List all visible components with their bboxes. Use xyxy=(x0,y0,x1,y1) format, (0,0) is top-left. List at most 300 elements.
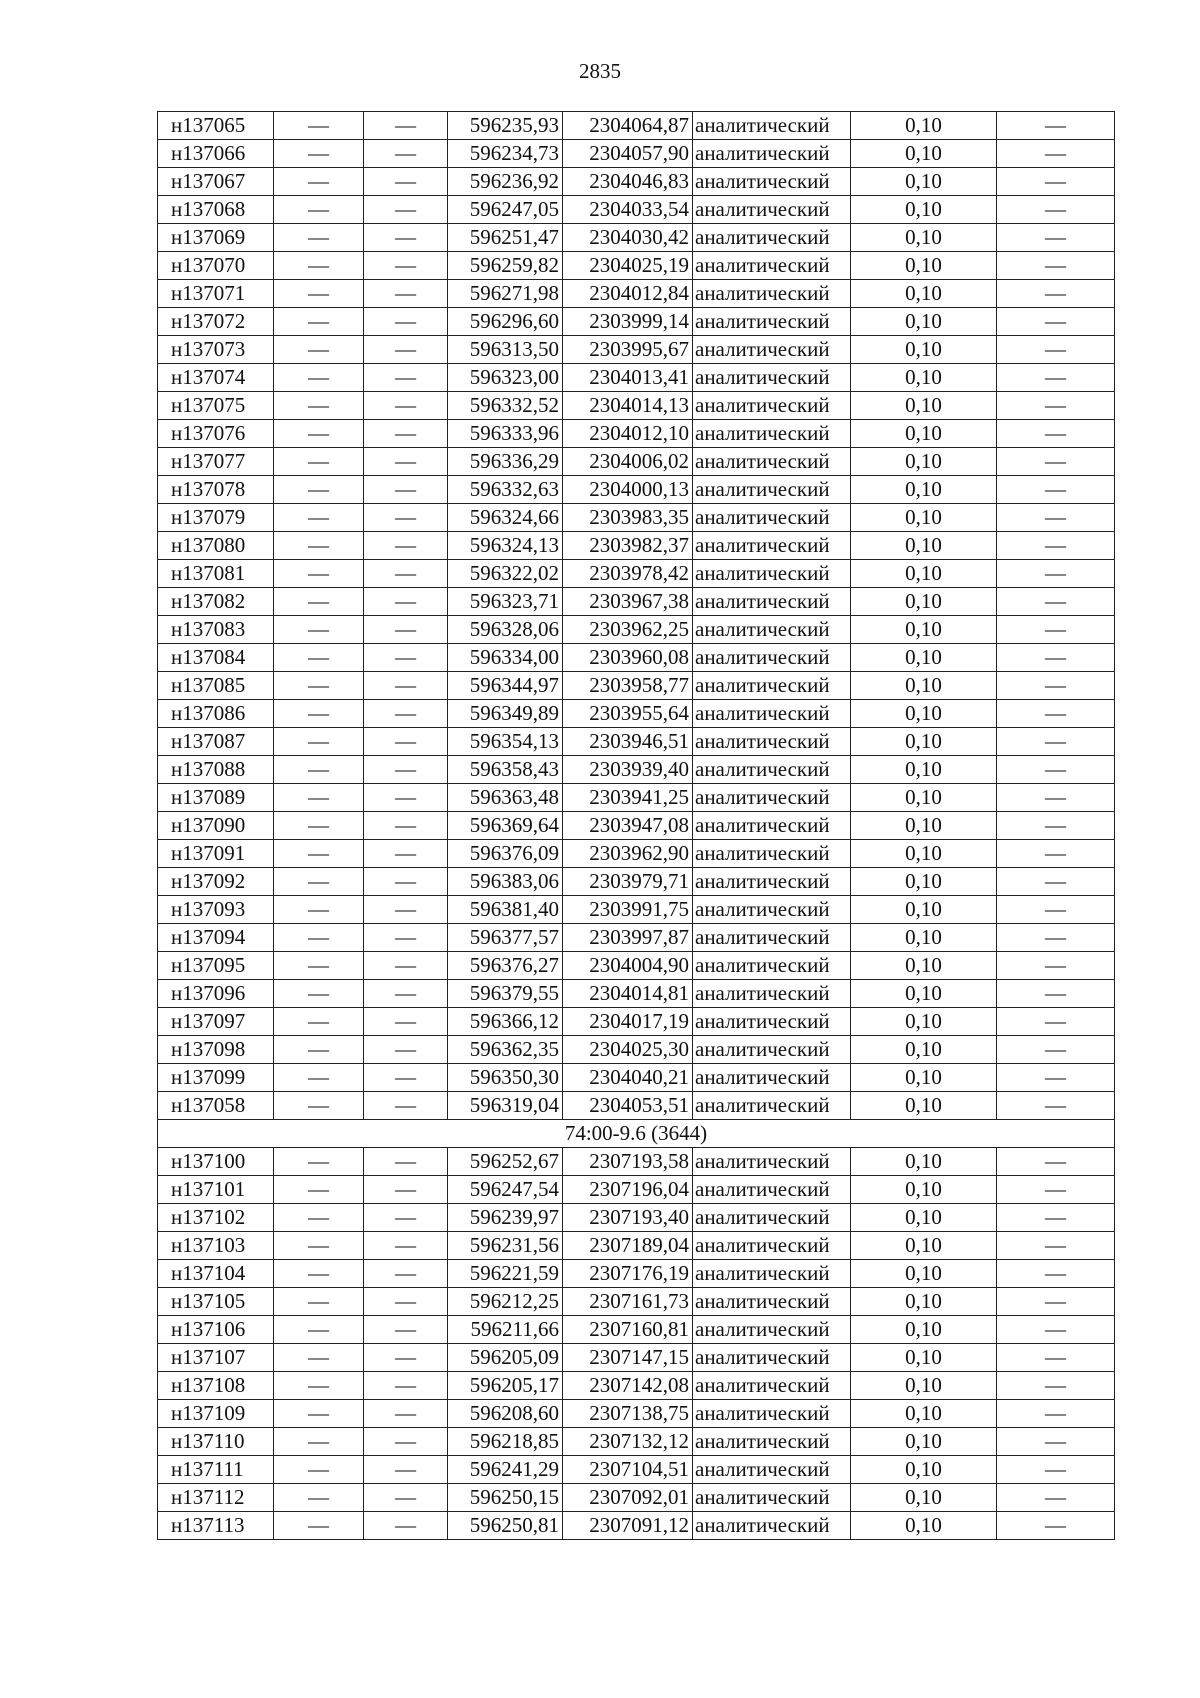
empty-dash-cell: — xyxy=(364,1092,448,1120)
empty-dash-cell: — xyxy=(274,1204,364,1232)
empty-dash-cell: — xyxy=(364,644,448,672)
empty-dash-cell: — xyxy=(364,196,448,224)
empty-dash-cell: — xyxy=(274,896,364,924)
method-cell: аналитический xyxy=(693,700,851,728)
y-coordinate-cell: 2303958,77 xyxy=(563,672,693,700)
empty-dash-cell: — xyxy=(364,756,448,784)
empty-dash-cell: — xyxy=(364,700,448,728)
method-cell: аналитический xyxy=(693,1176,851,1204)
table-row xyxy=(158,1288,1115,1316)
y-coordinate-cell: 2304014,81 xyxy=(563,980,693,1008)
x-coordinate-cell: 596354,13 xyxy=(448,728,563,756)
empty-dash-cell: — xyxy=(274,308,364,336)
x-coordinate-cell: 596363,48 xyxy=(448,784,563,812)
table-row xyxy=(158,448,1115,476)
section-row xyxy=(158,1120,1115,1148)
method-cell: аналитический xyxy=(693,140,851,168)
empty-dash-cell: — xyxy=(997,1428,1115,1456)
accuracy-cell: 0,10 xyxy=(851,476,997,504)
table-row xyxy=(158,700,1115,728)
point-name-cell: н137100 xyxy=(158,1148,274,1176)
empty-dash-cell: — xyxy=(997,112,1115,140)
empty-dash-cell: — xyxy=(364,616,448,644)
empty-dash-cell: — xyxy=(364,1428,448,1456)
y-coordinate-cell: 2303946,51 xyxy=(563,728,693,756)
method-cell: аналитический xyxy=(693,1484,851,1512)
empty-dash-cell: — xyxy=(364,1148,448,1176)
empty-dash-cell: — xyxy=(364,1176,448,1204)
empty-dash-cell: — xyxy=(364,168,448,196)
table-row xyxy=(158,112,1115,140)
point-name-cell: н137075 xyxy=(158,392,274,420)
empty-dash-cell: — xyxy=(274,588,364,616)
empty-dash-cell: — xyxy=(997,1204,1115,1232)
table-row xyxy=(158,252,1115,280)
accuracy-cell: 0,10 xyxy=(851,672,997,700)
empty-dash-cell: — xyxy=(274,196,364,224)
empty-dash-cell: — xyxy=(997,952,1115,980)
y-coordinate-cell: 2303995,67 xyxy=(563,336,693,364)
x-coordinate-cell: 596377,57 xyxy=(448,924,563,952)
empty-dash-cell: — xyxy=(364,952,448,980)
x-coordinate-cell: 596250,81 xyxy=(448,1512,563,1540)
table-row xyxy=(158,1456,1115,1484)
empty-dash-cell: — xyxy=(364,280,448,308)
accuracy-cell: 0,10 xyxy=(851,868,997,896)
empty-dash-cell: — xyxy=(364,112,448,140)
x-coordinate-cell: 596251,47 xyxy=(448,224,563,252)
y-coordinate-cell: 2307092,01 xyxy=(563,1484,693,1512)
point-name-cell: н137099 xyxy=(158,1064,274,1092)
point-name-cell: н137106 xyxy=(158,1316,274,1344)
accuracy-cell: 0,10 xyxy=(851,280,997,308)
table-row xyxy=(158,1064,1115,1092)
table-row xyxy=(158,476,1115,504)
point-name-cell: н137085 xyxy=(158,672,274,700)
empty-dash-cell: — xyxy=(997,1316,1115,1344)
empty-dash-cell: — xyxy=(997,1512,1115,1540)
accuracy-cell: 0,10 xyxy=(851,112,997,140)
accuracy-cell: 0,10 xyxy=(851,784,997,812)
empty-dash-cell: — xyxy=(364,140,448,168)
empty-dash-cell: — xyxy=(274,840,364,868)
y-coordinate-cell: 2303941,25 xyxy=(563,784,693,812)
empty-dash-cell: — xyxy=(997,1456,1115,1484)
x-coordinate-cell: 596376,09 xyxy=(448,840,563,868)
empty-dash-cell: — xyxy=(997,840,1115,868)
table-row xyxy=(158,1260,1115,1288)
table-row xyxy=(158,1148,1115,1176)
y-coordinate-cell: 2304013,41 xyxy=(563,364,693,392)
y-coordinate-cell: 2307091,12 xyxy=(563,1512,693,1540)
x-coordinate-cell: 596234,73 xyxy=(448,140,563,168)
table-row xyxy=(158,1344,1115,1372)
y-coordinate-cell: 2307132,12 xyxy=(563,1428,693,1456)
x-coordinate-cell: 596336,29 xyxy=(448,448,563,476)
y-coordinate-cell: 2303962,90 xyxy=(563,840,693,868)
x-coordinate-cell: 596358,43 xyxy=(448,756,563,784)
point-name-cell: н137102 xyxy=(158,1204,274,1232)
empty-dash-cell: — xyxy=(997,868,1115,896)
empty-dash-cell: — xyxy=(364,308,448,336)
table-row xyxy=(158,588,1115,616)
accuracy-cell: 0,10 xyxy=(851,644,997,672)
method-cell: аналитический xyxy=(693,252,851,280)
method-cell: аналитический xyxy=(693,392,851,420)
empty-dash-cell: — xyxy=(364,1400,448,1428)
point-name-cell: н137094 xyxy=(158,924,274,952)
x-coordinate-cell: 596349,89 xyxy=(448,700,563,728)
table-row xyxy=(158,364,1115,392)
point-name-cell: н137083 xyxy=(158,616,274,644)
table-row xyxy=(158,196,1115,224)
x-coordinate-cell: 596324,13 xyxy=(448,532,563,560)
x-coordinate-cell: 596218,85 xyxy=(448,1428,563,1456)
point-name-cell: н137112 xyxy=(158,1484,274,1512)
accuracy-cell: 0,10 xyxy=(851,168,997,196)
empty-dash-cell: — xyxy=(274,1176,364,1204)
empty-dash-cell: — xyxy=(274,532,364,560)
table-row xyxy=(158,140,1115,168)
empty-dash-cell: — xyxy=(274,924,364,952)
accuracy-cell: 0,10 xyxy=(851,1036,997,1064)
point-name-cell: н137086 xyxy=(158,700,274,728)
empty-dash-cell: — xyxy=(274,364,364,392)
accuracy-cell: 0,10 xyxy=(851,224,997,252)
empty-dash-cell: — xyxy=(997,784,1115,812)
x-coordinate-cell: 596324,66 xyxy=(448,504,563,532)
empty-dash-cell: — xyxy=(274,952,364,980)
y-coordinate-cell: 2304014,13 xyxy=(563,392,693,420)
accuracy-cell: 0,10 xyxy=(851,308,997,336)
y-coordinate-cell: 2303962,25 xyxy=(563,616,693,644)
empty-dash-cell: — xyxy=(274,112,364,140)
empty-dash-cell: — xyxy=(364,1204,448,1232)
method-cell: аналитический xyxy=(693,1204,851,1232)
point-name-cell: н137093 xyxy=(158,896,274,924)
method-cell: аналитический xyxy=(693,952,851,980)
method-cell: аналитический xyxy=(693,1316,851,1344)
method-cell: аналитический xyxy=(693,1008,851,1036)
empty-dash-cell: — xyxy=(997,448,1115,476)
y-coordinate-cell: 2304033,54 xyxy=(563,196,693,224)
x-coordinate-cell: 596250,15 xyxy=(448,1484,563,1512)
empty-dash-cell: — xyxy=(364,1064,448,1092)
accuracy-cell: 0,10 xyxy=(851,1372,997,1400)
section-header: 74:00-9.6 (3644) xyxy=(158,1120,1115,1148)
method-cell: аналитический xyxy=(693,1428,851,1456)
empty-dash-cell: — xyxy=(997,224,1115,252)
point-name-cell: н137103 xyxy=(158,1232,274,1260)
table-row xyxy=(158,868,1115,896)
x-coordinate-cell: 596383,06 xyxy=(448,868,563,896)
y-coordinate-cell: 2303947,08 xyxy=(563,812,693,840)
empty-dash-cell: — xyxy=(997,1288,1115,1316)
accuracy-cell: 0,10 xyxy=(851,140,997,168)
x-coordinate-cell: 596208,60 xyxy=(448,1400,563,1428)
empty-dash-cell: — xyxy=(364,1456,448,1484)
empty-dash-cell: — xyxy=(997,1092,1115,1120)
y-coordinate-cell: 2307160,81 xyxy=(563,1316,693,1344)
accuracy-cell: 0,10 xyxy=(851,1288,997,1316)
empty-dash-cell: — xyxy=(274,1064,364,1092)
method-cell: аналитический xyxy=(693,364,851,392)
table-row xyxy=(158,224,1115,252)
accuracy-cell: 0,10 xyxy=(851,896,997,924)
empty-dash-cell: — xyxy=(997,308,1115,336)
x-coordinate-cell: 596259,82 xyxy=(448,252,563,280)
empty-dash-cell: — xyxy=(364,1512,448,1540)
point-name-cell: н137079 xyxy=(158,504,274,532)
table-row xyxy=(158,1092,1115,1120)
x-coordinate-cell: 596239,97 xyxy=(448,1204,563,1232)
accuracy-cell: 0,10 xyxy=(851,924,997,952)
empty-dash-cell: — xyxy=(274,1344,364,1372)
method-cell: аналитический xyxy=(693,672,851,700)
empty-dash-cell: — xyxy=(274,224,364,252)
empty-dash-cell: — xyxy=(364,364,448,392)
y-coordinate-cell: 2303991,75 xyxy=(563,896,693,924)
coordinates-table xyxy=(157,111,1115,1540)
method-cell: аналитический xyxy=(693,924,851,952)
empty-dash-cell: — xyxy=(274,336,364,364)
method-cell: аналитический xyxy=(693,1400,851,1428)
empty-dash-cell: — xyxy=(274,168,364,196)
empty-dash-cell: — xyxy=(364,560,448,588)
empty-dash-cell: — xyxy=(997,1484,1115,1512)
method-cell: аналитический xyxy=(693,336,851,364)
empty-dash-cell: — xyxy=(997,644,1115,672)
accuracy-cell: 0,10 xyxy=(851,392,997,420)
empty-dash-cell: — xyxy=(364,420,448,448)
method-cell: аналитический xyxy=(693,224,851,252)
empty-dash-cell: — xyxy=(274,672,364,700)
x-coordinate-cell: 596296,60 xyxy=(448,308,563,336)
empty-dash-cell: — xyxy=(364,924,448,952)
method-cell: аналитический xyxy=(693,168,851,196)
empty-dash-cell: — xyxy=(997,616,1115,644)
table-row xyxy=(158,644,1115,672)
point-name-cell: н137081 xyxy=(158,560,274,588)
accuracy-cell: 0,10 xyxy=(851,1204,997,1232)
table-row xyxy=(158,756,1115,784)
x-coordinate-cell: 596236,92 xyxy=(448,168,563,196)
empty-dash-cell: — xyxy=(274,980,364,1008)
empty-dash-cell: — xyxy=(274,252,364,280)
point-name-cell: н137092 xyxy=(158,868,274,896)
accuracy-cell: 0,10 xyxy=(851,616,997,644)
empty-dash-cell: — xyxy=(364,392,448,420)
empty-dash-cell: — xyxy=(997,1008,1115,1036)
accuracy-cell: 0,10 xyxy=(851,448,997,476)
empty-dash-cell: — xyxy=(997,1232,1115,1260)
empty-dash-cell: — xyxy=(364,812,448,840)
table-row xyxy=(158,504,1115,532)
x-coordinate-cell: 596247,05 xyxy=(448,196,563,224)
accuracy-cell: 0,10 xyxy=(851,1316,997,1344)
table-row xyxy=(158,952,1115,980)
accuracy-cell: 0,10 xyxy=(851,560,997,588)
empty-dash-cell: — xyxy=(274,1456,364,1484)
table-row xyxy=(158,532,1115,560)
empty-dash-cell: — xyxy=(364,1288,448,1316)
empty-dash-cell: — xyxy=(364,1036,448,1064)
empty-dash-cell: — xyxy=(997,252,1115,280)
x-coordinate-cell: 596362,35 xyxy=(448,1036,563,1064)
empty-dash-cell: — xyxy=(274,1260,364,1288)
accuracy-cell: 0,10 xyxy=(851,252,997,280)
y-coordinate-cell: 2304040,21 xyxy=(563,1064,693,1092)
y-coordinate-cell: 2303999,14 xyxy=(563,308,693,336)
empty-dash-cell: — xyxy=(364,224,448,252)
y-coordinate-cell: 2304006,02 xyxy=(563,448,693,476)
x-coordinate-cell: 596333,96 xyxy=(448,420,563,448)
empty-dash-cell: — xyxy=(274,420,364,448)
y-coordinate-cell: 2303967,38 xyxy=(563,588,693,616)
empty-dash-cell: — xyxy=(997,140,1115,168)
point-name-cell: н137084 xyxy=(158,644,274,672)
page-number: 2835 xyxy=(579,59,621,83)
empty-dash-cell: — xyxy=(364,1484,448,1512)
accuracy-cell: 0,10 xyxy=(851,1400,997,1428)
point-name-cell: н137097 xyxy=(158,1008,274,1036)
empty-dash-cell: — xyxy=(364,504,448,532)
point-name-cell: н137110 xyxy=(158,1428,274,1456)
x-coordinate-cell: 596319,04 xyxy=(448,1092,563,1120)
empty-dash-cell: — xyxy=(364,1232,448,1260)
point-name-cell: н137098 xyxy=(158,1036,274,1064)
point-name-cell: н137089 xyxy=(158,784,274,812)
empty-dash-cell: — xyxy=(274,1484,364,1512)
table-row xyxy=(158,840,1115,868)
point-name-cell: н137058 xyxy=(158,1092,274,1120)
empty-dash-cell: — xyxy=(364,448,448,476)
point-name-cell: н137068 xyxy=(158,196,274,224)
empty-dash-cell: — xyxy=(364,532,448,560)
accuracy-cell: 0,10 xyxy=(851,812,997,840)
x-coordinate-cell: 596205,17 xyxy=(448,1372,563,1400)
table-row xyxy=(158,672,1115,700)
empty-dash-cell: — xyxy=(997,1148,1115,1176)
method-cell: аналитический xyxy=(693,980,851,1008)
accuracy-cell: 0,10 xyxy=(851,532,997,560)
accuracy-cell: 0,10 xyxy=(851,1064,997,1092)
point-name-cell: н137076 xyxy=(158,420,274,448)
method-cell: аналитический xyxy=(693,868,851,896)
point-name-cell: н137095 xyxy=(158,952,274,980)
table-row xyxy=(158,1232,1115,1260)
method-cell: аналитический xyxy=(693,196,851,224)
y-coordinate-cell: 2307161,73 xyxy=(563,1288,693,1316)
point-name-cell: н137111 xyxy=(158,1456,274,1484)
x-coordinate-cell: 596366,12 xyxy=(448,1008,563,1036)
table-row xyxy=(158,1484,1115,1512)
x-coordinate-cell: 596247,54 xyxy=(448,1176,563,1204)
method-cell: аналитический xyxy=(693,532,851,560)
empty-dash-cell: — xyxy=(997,168,1115,196)
empty-dash-cell: — xyxy=(997,672,1115,700)
y-coordinate-cell: 2304064,87 xyxy=(563,112,693,140)
empty-dash-cell: — xyxy=(364,868,448,896)
accuracy-cell: 0,10 xyxy=(851,504,997,532)
method-cell: аналитический xyxy=(693,1232,851,1260)
table-row xyxy=(158,896,1115,924)
accuracy-cell: 0,10 xyxy=(851,1428,997,1456)
method-cell: аналитический xyxy=(693,112,851,140)
accuracy-cell: 0,10 xyxy=(851,952,997,980)
empty-dash-cell: — xyxy=(274,784,364,812)
y-coordinate-cell: 2304030,42 xyxy=(563,224,693,252)
empty-dash-cell: — xyxy=(274,140,364,168)
method-cell: аналитический xyxy=(693,1344,851,1372)
accuracy-cell: 0,10 xyxy=(851,1008,997,1036)
point-name-cell: н137108 xyxy=(158,1372,274,1400)
x-coordinate-cell: 596241,29 xyxy=(448,1456,563,1484)
empty-dash-cell: — xyxy=(364,1372,448,1400)
coordinates-table-body xyxy=(158,112,1115,1540)
empty-dash-cell: — xyxy=(274,1036,364,1064)
method-cell: аналитический xyxy=(693,812,851,840)
point-name-cell: н137080 xyxy=(158,532,274,560)
x-coordinate-cell: 596313,50 xyxy=(448,336,563,364)
empty-dash-cell: — xyxy=(274,868,364,896)
y-coordinate-cell: 2304017,19 xyxy=(563,1008,693,1036)
x-coordinate-cell: 596332,52 xyxy=(448,392,563,420)
table-row xyxy=(158,1428,1115,1456)
table-row xyxy=(158,1316,1115,1344)
point-name-cell: н137105 xyxy=(158,1288,274,1316)
empty-dash-cell: — xyxy=(997,532,1115,560)
y-coordinate-cell: 2303983,35 xyxy=(563,504,693,532)
method-cell: аналитический xyxy=(693,476,851,504)
y-coordinate-cell: 2307189,04 xyxy=(563,1232,693,1260)
point-name-cell: н137101 xyxy=(158,1176,274,1204)
y-coordinate-cell: 2307176,19 xyxy=(563,1260,693,1288)
x-coordinate-cell: 596323,00 xyxy=(448,364,563,392)
table-row xyxy=(158,728,1115,756)
empty-dash-cell: — xyxy=(274,448,364,476)
empty-dash-cell: — xyxy=(274,1400,364,1428)
y-coordinate-cell: 2303982,37 xyxy=(563,532,693,560)
y-coordinate-cell: 2303979,71 xyxy=(563,868,693,896)
table-row xyxy=(158,1204,1115,1232)
empty-dash-cell: — xyxy=(997,392,1115,420)
y-coordinate-cell: 2307193,58 xyxy=(563,1148,693,1176)
point-name-cell: н137074 xyxy=(158,364,274,392)
table-row xyxy=(158,1036,1115,1064)
empty-dash-cell: — xyxy=(274,280,364,308)
empty-dash-cell: — xyxy=(997,476,1115,504)
table-row xyxy=(158,1176,1115,1204)
table-row xyxy=(158,1512,1115,1540)
empty-dash-cell: — xyxy=(274,700,364,728)
x-coordinate-cell: 596332,63 xyxy=(448,476,563,504)
empty-dash-cell: — xyxy=(997,420,1115,448)
x-coordinate-cell: 596376,27 xyxy=(448,952,563,980)
method-cell: аналитический xyxy=(693,728,851,756)
method-cell: аналитический xyxy=(693,1456,851,1484)
empty-dash-cell: — xyxy=(364,1316,448,1344)
empty-dash-cell: — xyxy=(997,700,1115,728)
empty-dash-cell: — xyxy=(274,392,364,420)
y-coordinate-cell: 2303978,42 xyxy=(563,560,693,588)
empty-dash-cell: — xyxy=(997,588,1115,616)
point-name-cell: н137078 xyxy=(158,476,274,504)
empty-dash-cell: — xyxy=(364,1008,448,1036)
accuracy-cell: 0,10 xyxy=(851,700,997,728)
y-coordinate-cell: 2307138,75 xyxy=(563,1400,693,1428)
accuracy-cell: 0,10 xyxy=(851,840,997,868)
